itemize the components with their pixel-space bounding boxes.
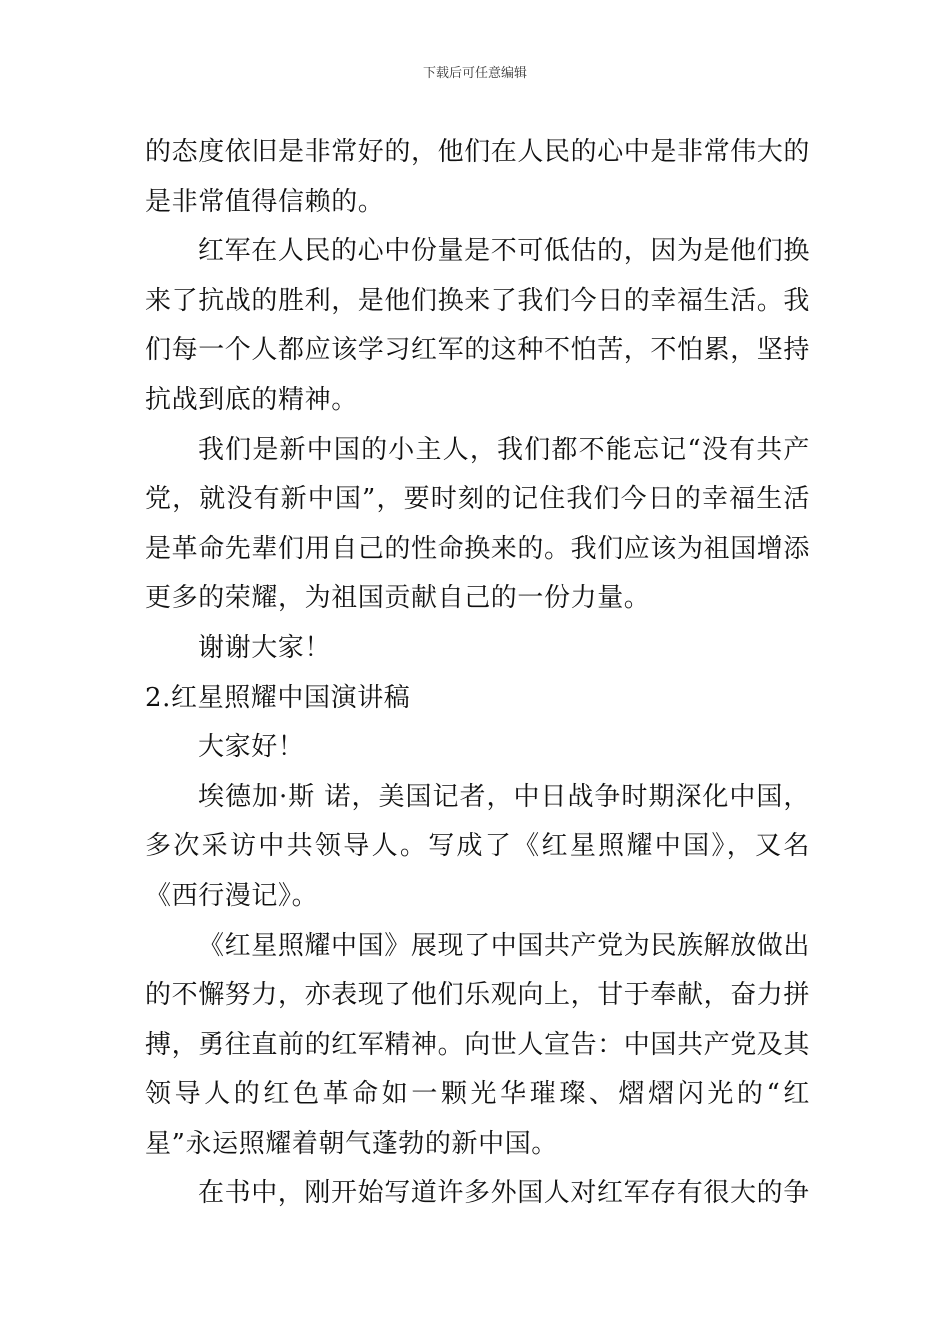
paragraph-greeting: 大家好！ <box>198 732 305 763</box>
paragraph: 埃德加·斯 诺，美国记者，中日战争时期深化中国，多次采访中共领导人。写成了《红星照耀中国》，又名《西行漫记》。 <box>145 781 810 911</box>
paragraph: 我们是新中国的小主人，我们都不能忘记“没有共产党，就没有新中国”，要时刻的记住我们今日的幸福生活是革命先辈们用自己的性命换来的。我们应该为祖国增添更多的荣耀，为祖国贡献自己的一份力量。 <box>145 434 811 614</box>
section-heading: 2.红星照耀中国演讲稿 <box>145 682 411 713</box>
page-header: 下载后可任意编辑 <box>422 66 527 81</box>
paragraph-truncated: 在书中，刚开始写道许多外国人对红军存有很大的争 <box>198 1178 810 1209</box>
document-body <box>145 128 810 1219</box>
paragraph-continued: 的态度依旧是非常好的，他们在人民的心中是非常伟大的是非常值得信赖的。 <box>145 137 811 217</box>
paragraph: 《红星照耀中国》展现了中国共产党为民族解放做出的不懈努力，亦表现了他们乐观向上，甘于奉献，奋力拼搏，勇往直前的红军精神。向世人宣告：中国共产党及其领导人的红色革命如一颗光华璀璨、熠熠闪光的“红星”永运照耀着朝气蓬勃的新中国。 <box>145 930 811 1159</box>
paragraph-thanks: 谢谢大家！ <box>198 632 332 663</box>
paragraph: 红军在人民的心中份量是不可低估的，因为是他们换来了抗战的胜利，是他们换来了我们今日的幸福生活。我们每一个人都应该学习红军的这种不怕苦，不怕累，坚持抗战到底的精神。 <box>145 236 811 415</box>
